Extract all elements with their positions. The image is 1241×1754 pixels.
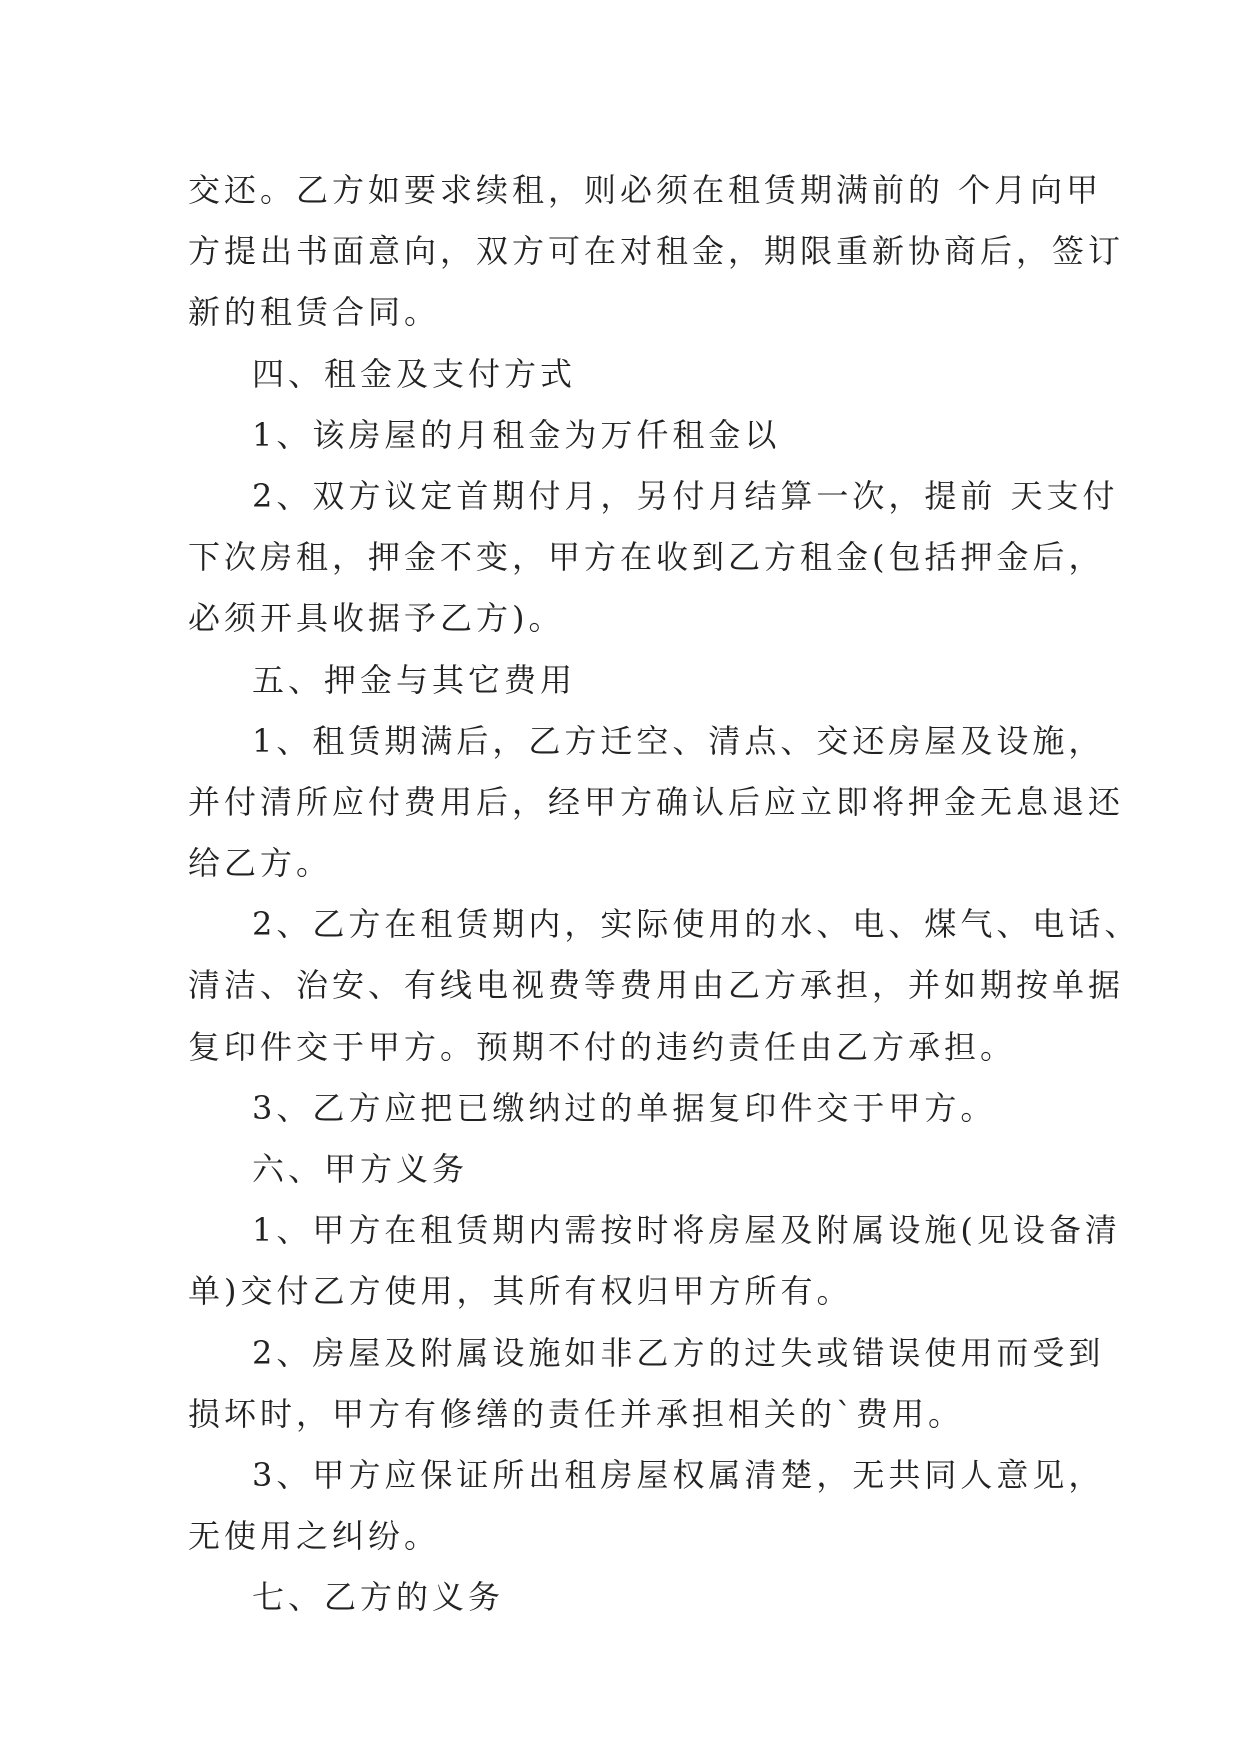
text-line: 下次房租，押金不变，甲方在收到乙方租金(包括押金后， [188, 538, 1105, 577]
text-line: 复印件交于甲方。预期不付的违约责任由乙方承担。 [188, 1027, 1017, 1066]
text-line: 2、房屋及附属设施如非乙方的过失或错误使用而受到 [252, 1333, 1105, 1372]
text-line: 新的租赁合同。 [188, 293, 441, 332]
text-line: 并付清所应付费用后，经甲方确认后应立即将押金无息退还 [188, 782, 1125, 821]
section-heading: 七、乙方的义务 [252, 1578, 505, 1617]
text-line: 方提出书面意向，双方可在对租金，期限重新协商后，签订 [188, 232, 1125, 271]
text-line: 2、乙方在租赁期内，实际使用的水、电、煤气、电话、 [252, 905, 1141, 944]
section-heading: 六、甲方义务 [252, 1150, 469, 1188]
text-line: 交还。乙方如要求续租，则必须在租赁期满前的 个月向甲 [188, 171, 1103, 209]
text-line: 无使用之纠纷。 [188, 1517, 441, 1556]
text-line: 1、该房屋的月租金为万仟租金以 [252, 415, 781, 454]
text-line: 2、双方议定首期付月，另付月结算一次，提前 天支付 [252, 476, 1119, 515]
text-line: 必须开具收据予乙方)。 [188, 599, 565, 638]
section-heading: 四、租金及支付方式 [252, 354, 577, 393]
text-line: 1、甲方在租赁期内需按时将房屋及附属设施(见设备清 [252, 1211, 1121, 1250]
text-line: 清洁、治安、有线电视费等费用由乙方承担，并如期按单据 [188, 966, 1125, 1005]
text-line: 3、乙方应把已缴纳过的单据复印件交于甲方。 [252, 1088, 997, 1127]
text-line: 3、甲方应保证所出租房屋权属清楚，无共同人意见， [252, 1455, 1105, 1494]
text-line: 单)交付乙方使用，其所有权归甲方所有。 [188, 1272, 853, 1311]
text-line: 1、租赁期满后，乙方迁空、清点、交还房屋及设施， [252, 721, 1105, 760]
document-body [188, 160, 1141, 1629]
text-line: 给乙方。 [188, 844, 333, 883]
text-line: 损坏时，甲方有修缮的责任并承担相关的`费用。 [188, 1394, 965, 1433]
section-heading: 五、押金与其它费用 [252, 660, 577, 699]
